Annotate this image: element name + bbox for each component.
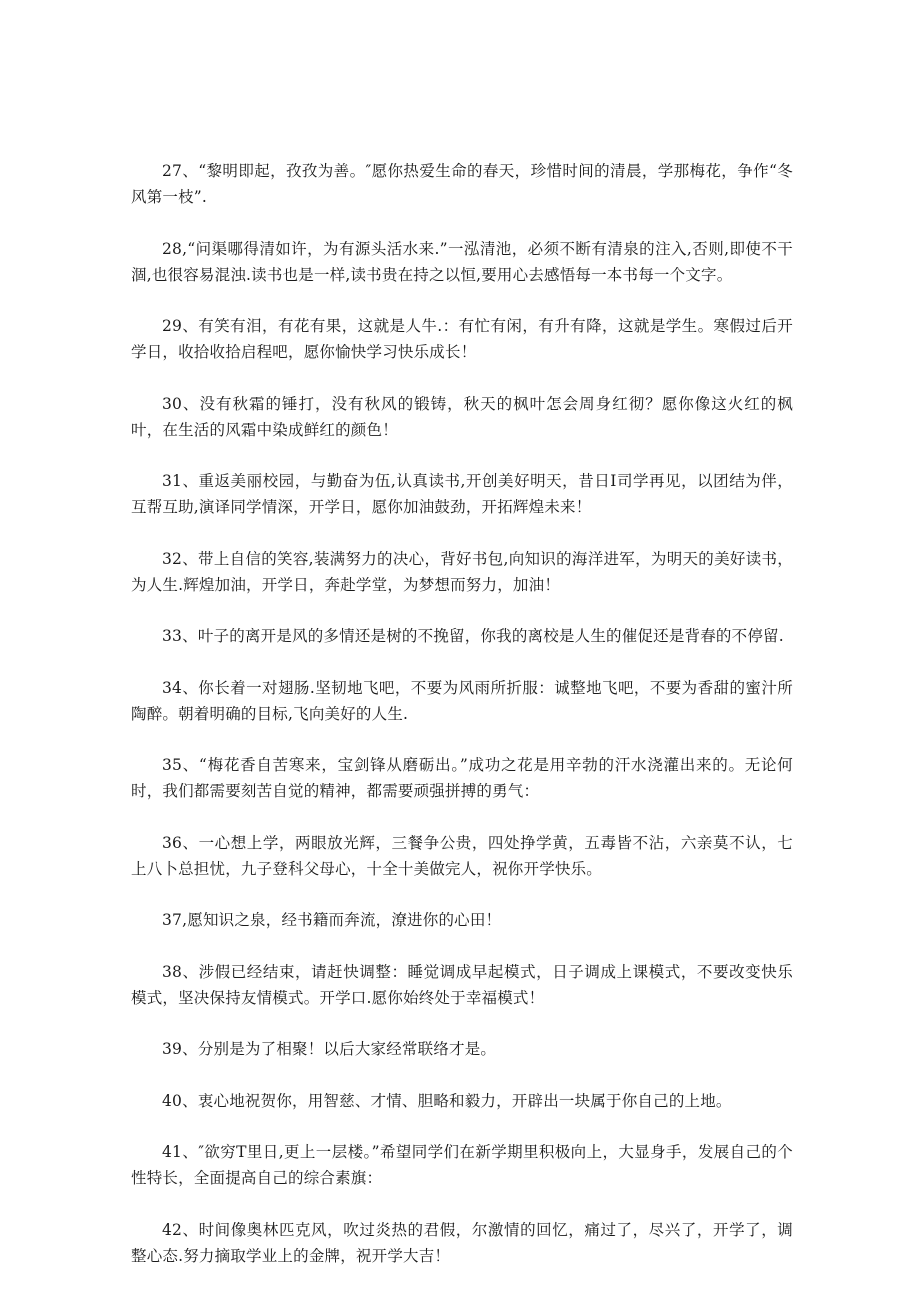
paragraph-38: 38、涉假已经结束，请赶快调整：睡觉调成早起模式，日子调成上课模式，不要改变快乐模式，坚决保持友情模式。开学口.愿你始终处于幸福模式！ [131, 962, 793, 1007]
paragraph-42: 42、时间像奥林匹克风，吹过炎热的君假，尔激情的回忆，痛过了，尽兴了，开学了，调整心态.努力摘取学业上的金牌，祝开学大吉！ [131, 1220, 793, 1265]
document-body [131, 158, 793, 1294]
paragraph-39: 39、分别是为了相聚！以后大家经常联络才是。 [162, 1040, 497, 1058]
paragraph-41: 41、″欲穷T里日,更上一层楼。”希望同学们在新学期里积极向上，大显身手，发展自己的个性特长，全面提高自己的综合素旗： [131, 1143, 793, 1187]
paragraph-30: 30、没有秋霜的锤打，没有秋风的锻铸，秋天的枫叶怎会周身红彻？愿你像这火红的枫叶，在生活的风霜中染成鲜红的颜色！ [131, 394, 793, 439]
paragraph-33: 33、叶子的离开是风的多情还是树的不挽留，你我的离校是人生的催促还是背春的不停留. [162, 627, 784, 645]
paragraph-37: 37,愿知识之泉，经书籍而奔流，潦进你的心田！ [162, 911, 502, 929]
paragraph-35: 35、“梅花香自苦寒来，宝剑锋从磨砺出。”成功之花是用辛勃的汗水浇灌出来的。无论何时，我们都需要刻苦自觉的精神，都需要顽强拼搏的勇气： [131, 756, 793, 800]
paragraph-32: 32、带上自信的笑容,装满努力的决心，背好书包,向知识的海洋进军，为明天的美好读书，为人生.辉煌加油，开学日，奔赴学堂，为梦想而努力，加油！ [131, 549, 793, 594]
paragraph-31: 31、重返美丽校园，与勤奋为伍,认真读书,开创美好明天，昔日I司学再见，以团结为伴，互帮互助,演译同学情深，开学日，愿你加油鼓劲，开拓辉煌未来！ [131, 472, 793, 516]
paragraph-40: 40、衷心地祝贺你，用智慈、才情、胆略和毅力，开辟出一块属于你自己的上地。 [162, 1091, 732, 1110]
paragraph-36: 36、一心想上学，两眼放光辉，三餐争公贵，四处挣学黄，五毒皆不沾，六亲莫不认，七上八卜总担忧，九子登科父母心，十全十美做完人，祝你开学快乐。 [131, 833, 793, 878]
paragraph-34: 34、你长着一对翅肠.坚韧地飞吧，不要为风雨所折服：诚整地飞吧，不要为香甜的蜜汁所陶醉。朝着明确的目标,飞向美好的人生. [131, 678, 793, 723]
paragraph-29: 29、有笑有泪，有花有果，这就是人牛.：有忙有闲，有升有降，这就是学生。寒假过后开学日，收拾收拾启程吧，愿你愉快学习快乐成长！ [131, 317, 793, 361]
paragraph-27: 27、“黎明即起，孜孜为善。″愿你热爱生命的春天，珍惜时间的清晨，学那梅花，争作“冬风第一枝”. [131, 162, 793, 206]
paragraph-28: 28,“问渠哪得清如许，为有源头活水来.”一泓清池，必须不断有清泉的注入,否则,即使不干涸,也很容易混浊.读书也是一样,读书贵在持之以恒,要用心去感悟每一本书每一个文字。 [131, 239, 793, 284]
